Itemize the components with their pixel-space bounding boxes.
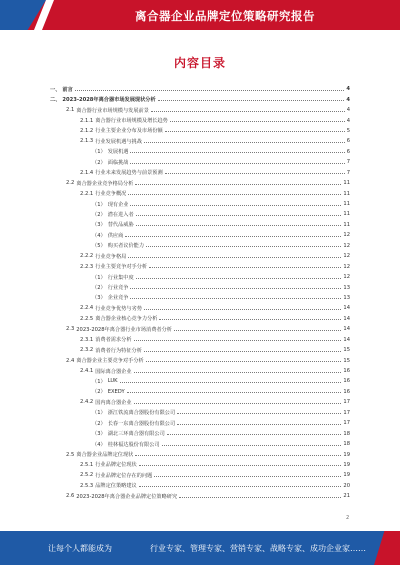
toc-leader-dots (162, 445, 342, 446)
toc-entry-title: 离合器企业品牌定位现状 (76, 452, 134, 459)
toc-entry-title: 面临挑战 (107, 159, 129, 166)
toc-entry-page: 18 (343, 441, 350, 448)
toc-entry-page: 19 (343, 461, 350, 468)
toc-entry-number: 2.5.3 (80, 482, 94, 489)
toc-entry-page: 12 (343, 274, 350, 281)
toc-entry[interactable] (50, 418, 350, 428)
toc-leader-dots (120, 382, 342, 383)
toc-entry-title: 行业主要竞争对手分析 (95, 264, 148, 271)
toc-entry[interactable] (50, 439, 350, 449)
toc-entry-number: （4） (92, 232, 106, 239)
toc-entry-page: 12 (343, 232, 350, 239)
toc-entry-title: 行业主要企业分布及市场份额 (95, 128, 163, 135)
toc-entry-number: （2） (92, 389, 106, 396)
toc-entry-title: LUK (107, 378, 118, 385)
toc-entry-title: 替代品威胁 (107, 222, 134, 229)
toc-entry-title: 离合器企业主要竞争对手分析 (76, 358, 144, 365)
toc-entry-number: （3） (92, 295, 106, 302)
toc-entry-title: 浙江铁流离合器股份有限公司 (107, 410, 176, 417)
toc-entry[interactable] (50, 220, 350, 230)
toc-entry-number: （4） (92, 441, 106, 448)
toc-entry-title: 潜在进入者 (107, 211, 134, 218)
toc-entry-number: 2.1 (66, 107, 75, 114)
footer-banner (0, 531, 400, 565)
toc-entry-page: 14 (343, 305, 350, 312)
toc-entry-page: 16 (343, 368, 350, 375)
toc-entry-number: 2.3 (66, 326, 75, 333)
toc-entry-number: （2） (92, 285, 106, 292)
toc-entry[interactable] (50, 408, 350, 418)
toc-entry-title: 现有企业 (107, 201, 129, 208)
toc-entry-page: 4 (346, 107, 350, 114)
toc-leader-dots (174, 330, 341, 331)
toc-entry-title: 前言 (62, 86, 73, 93)
toc-entry[interactable] (50, 335, 350, 345)
toc-leader-dots (127, 392, 342, 393)
toc-entry-page: 12 (343, 253, 350, 260)
toc-entry[interactable] (50, 491, 350, 501)
toc-entry-number: （1） (92, 410, 106, 417)
toc-entry-page: 13 (343, 284, 350, 291)
toc-entry-page: 19 (343, 472, 350, 479)
toc-leader-dots (144, 142, 345, 143)
toc-entry-number: 2.2 (66, 180, 75, 187)
toc-entry[interactable] (50, 230, 350, 240)
toc-leader-dots (177, 424, 341, 425)
footer-red-accent (374, 531, 400, 565)
toc-entry-number: （1） (92, 201, 106, 208)
toc-leader-dots (130, 288, 341, 289)
toc-entry[interactable] (50, 314, 350, 324)
toc-leader-dots (125, 236, 341, 237)
toc-entry[interactable] (50, 84, 350, 94)
toc-entry[interactable] (50, 241, 350, 251)
toc-entry[interactable] (50, 449, 350, 459)
toc-entry-page: 6 (346, 138, 350, 145)
toc-leader-dots (134, 372, 342, 373)
toc-leader-dots (151, 111, 345, 112)
toc-entry-number: 2.5 (66, 451, 75, 458)
toc-entry-page: 12 (343, 242, 350, 249)
toc-entry-title: 行业品牌定位存在的问题 (95, 472, 153, 479)
toc-leader-dots (136, 225, 342, 226)
toc-entry-page: 17 (343, 409, 350, 416)
toc-entry-number: 2.2.2 (80, 253, 94, 260)
toc-entry-page: 12 (343, 263, 350, 270)
toc-leader-dots (144, 309, 341, 310)
toc-entry-title: 离合器行业市场规模及增长趋势 (95, 118, 168, 125)
toc-entry-page: 11 (343, 201, 350, 208)
toc-entry-number: （1） (92, 274, 106, 281)
toc-entry-number: 2.2.5 (80, 315, 94, 322)
toc-entry-page: 7 (346, 159, 350, 166)
toc-entry-number: 2.2.4 (80, 305, 94, 312)
toc-heading: 内容目录 (173, 56, 226, 70)
toc-entry-page: 17 (343, 399, 350, 406)
toc-leader-dots (146, 361, 342, 362)
toc-entry-title: EXEDY (107, 388, 125, 395)
report-title: 离合器企业品牌定位策略研究报告 (135, 9, 315, 23)
footer-slogan-left: 让每个人都能成为 (48, 544, 112, 553)
toc-leader-dots (135, 184, 341, 185)
toc-leader-dots (128, 194, 341, 195)
toc-entry[interactable] (50, 157, 350, 167)
toc-entry[interactable] (50, 366, 350, 376)
toc-entry-number: 2.4.2 (80, 399, 94, 406)
toc-entry[interactable] (50, 178, 350, 188)
toc-entry[interactable] (50, 94, 350, 104)
toc-entry[interactable] (50, 397, 350, 407)
toc-entry[interactable] (50, 251, 350, 261)
toc-entry-number: 2.1.1 (80, 117, 94, 124)
toc-entry-page: 20 (343, 482, 350, 489)
toc-entry-page: 4 (346, 117, 350, 124)
toc-entry-title: 2023-2028年离合器市场发展现状分析 (62, 97, 156, 104)
toc-entry-number: （1） (92, 149, 106, 156)
toc-entry-title: 长春一东离合器股份有限公司 (107, 420, 176, 427)
toc-leader-dots (165, 131, 345, 132)
toc-entry-title: 国内离合器企业 (95, 399, 132, 406)
table-of-contents (50, 84, 350, 502)
toc-entry-title: 消费者行为特征分析 (95, 347, 142, 354)
toc-entry[interactable] (50, 345, 350, 355)
toc-entry-page: 5 (346, 127, 350, 134)
toc-entry[interactable] (50, 168, 350, 178)
toc-entry-number: 2.2.3 (80, 263, 94, 270)
toc-entry-number: 2.5.2 (80, 472, 94, 479)
toc-leader-dots (154, 476, 341, 477)
toc-entry[interactable] (50, 376, 350, 386)
toc-leader-dots (134, 403, 342, 404)
toc-leader-dots (135, 455, 341, 456)
toc-entry[interactable] (50, 324, 350, 334)
toc-entry-page: 14 (343, 326, 350, 333)
toc-entry-title: 行业竞争优势与劣势 (95, 305, 142, 312)
toc-entry[interactable] (50, 105, 350, 115)
toc-entry-number: 2.1.2 (80, 127, 94, 134)
toc-entry-page: 11 (343, 221, 350, 228)
toc-entry-title: 行业竞争 (107, 285, 129, 292)
toc-entry-page: 15 (343, 357, 350, 364)
toc-entry[interactable] (50, 282, 350, 292)
toc-entry-number: 二、 (50, 97, 61, 104)
toc-entry-number: 2.5.1 (80, 461, 94, 468)
toc-entry-title: 行业竞争格局 (95, 253, 127, 260)
toc-entry-page: 18 (343, 430, 350, 437)
toc-entry-page: 17 (343, 420, 350, 427)
toc-entry-title: 行业竞争概况 (95, 191, 127, 198)
toc-leader-dots (136, 278, 342, 279)
toc-leader-dots (179, 497, 341, 498)
toc-entry-number: 一、 (50, 86, 61, 93)
toc-entry-title: 2023-2028年离合器行业市场消费者分析 (76, 326, 172, 333)
toc-entry-number: （2） (92, 211, 106, 218)
toc-entry-title: 行业未来发展趋势与前景预测 (95, 170, 163, 177)
toc-leader-dots (144, 351, 341, 352)
toc-leader-dots (130, 163, 344, 164)
toc-entry-title: 发展机遇 (107, 149, 129, 156)
toc-entry-page: 11 (343, 190, 350, 197)
toc-entry[interactable] (50, 355, 350, 365)
toc-entry-page: 14 (343, 336, 350, 343)
toc-leader-dots (165, 173, 345, 174)
toc-entry-number: 2.4 (66, 357, 75, 364)
toc-entry-title: 品牌定位策略建议 (95, 483, 137, 490)
toc-leader-dots (170, 121, 345, 122)
toc-entry-page: 6 (346, 148, 350, 155)
toc-entry-number: 2.4.1 (80, 368, 94, 375)
toc-entry[interactable] (50, 115, 350, 125)
toc-entry[interactable] (50, 460, 350, 470)
toc-entry-title: 2023-2028年离合器企业品牌定位策略研究 (76, 493, 178, 500)
toc-entry-title: 行业集中度 (107, 274, 134, 281)
toc-entry-number: （1） (92, 378, 106, 385)
toc-entry-title: 国际离合器企业 (95, 368, 132, 375)
toc-entry-number: 2.2.1 (80, 190, 94, 197)
toc-entry-title: 行业品牌定位现状 (95, 462, 137, 469)
toc-entry-page: 16 (343, 388, 350, 395)
toc-entry-page: 11 (343, 180, 350, 187)
toc-entry[interactable] (50, 209, 350, 219)
toc-leader-dots (130, 152, 344, 153)
footer-slogan-right: 行业专家、管理专家、营销专家、战略专家、成功企业家…… (150, 544, 366, 553)
toc-leader-dots (130, 205, 341, 206)
toc-entry[interactable] (50, 272, 350, 282)
toc-leader-dots (128, 257, 341, 258)
toc-entry-title: 离合器企业核心竞争力分析 (95, 316, 158, 323)
toc-entry[interactable] (50, 470, 350, 480)
toc-leader-dots (158, 100, 345, 101)
toc-entry-number: （5） (92, 243, 106, 250)
toc-leader-dots (159, 319, 341, 320)
toc-leader-dots (134, 340, 342, 341)
toc-entry-number: 2.1.4 (80, 169, 94, 176)
toc-entry-number: （2） (92, 420, 106, 427)
toc-entry-title: 消费者需求分析 (95, 337, 132, 344)
toc-entry-title: 供应商 (107, 232, 124, 239)
toc-entry-title: 行业发展机遇与挑战 (95, 138, 142, 145)
toc-entry[interactable] (50, 293, 350, 303)
toc-entry[interactable] (50, 199, 350, 209)
toc-leader-dots (139, 465, 342, 466)
toc-entry-title: 离合器企业竞争格局分析 (76, 180, 134, 187)
toc-entry-page: 16 (343, 378, 350, 385)
toc-entry-title: 离合器行业市场规模与发展前景 (76, 107, 149, 114)
toc-leader-dots (139, 486, 342, 487)
toc-entry-number: （2） (92, 159, 106, 166)
toc-leader-dots (146, 246, 341, 247)
header-banner (0, 0, 400, 30)
toc-entry-page: 4 (346, 86, 350, 93)
toc-leader-dots (149, 267, 341, 268)
toc-leader-dots (75, 90, 345, 91)
toc-entry[interactable] (50, 188, 350, 198)
toc-entry-page: 14 (343, 315, 350, 322)
toc-entry-number: 2.1.3 (80, 138, 94, 145)
toc-entry[interactable] (50, 261, 350, 271)
toc-entry-number: （3） (92, 431, 106, 438)
toc-entry[interactable] (50, 481, 350, 491)
toc-entry[interactable] (50, 428, 350, 438)
toc-entry-title: 企业竞争 (107, 295, 129, 302)
toc-entry-page: 15 (343, 347, 350, 354)
toc-entry-number: 2.6 (66, 493, 75, 500)
toc-entry-title: 湖北三环离合器有限公司 (107, 431, 165, 438)
toc-leader-dots (136, 215, 342, 216)
page-number: 2 (346, 515, 350, 521)
toc-leader-dots (177, 413, 341, 414)
toc-entry-number: 2.3.2 (80, 347, 94, 354)
toc-entry-title: 购买者议价能力 (107, 243, 145, 250)
toc-leader-dots (130, 298, 341, 299)
toc-entry-page: 13 (343, 294, 350, 301)
toc-entry[interactable] (50, 303, 350, 313)
toc-entry[interactable] (50, 136, 350, 146)
toc-entry-page: 21 (343, 493, 350, 500)
toc-entry-page: 19 (343, 451, 350, 458)
toc-entry-number: （3） (92, 222, 106, 229)
toc-entry[interactable] (50, 126, 350, 136)
toc-leader-dots (167, 434, 342, 435)
toc-entry-title: 桂林福达股份有限公司 (107, 441, 160, 448)
toc-entry-page: 4 (346, 96, 350, 103)
toc-entry[interactable] (50, 387, 350, 397)
toc-entry-page: 7 (346, 169, 350, 176)
toc-entry-number: 2.3.1 (80, 336, 94, 343)
toc-entry[interactable] (50, 147, 350, 157)
toc-entry-page: 11 (343, 211, 350, 218)
